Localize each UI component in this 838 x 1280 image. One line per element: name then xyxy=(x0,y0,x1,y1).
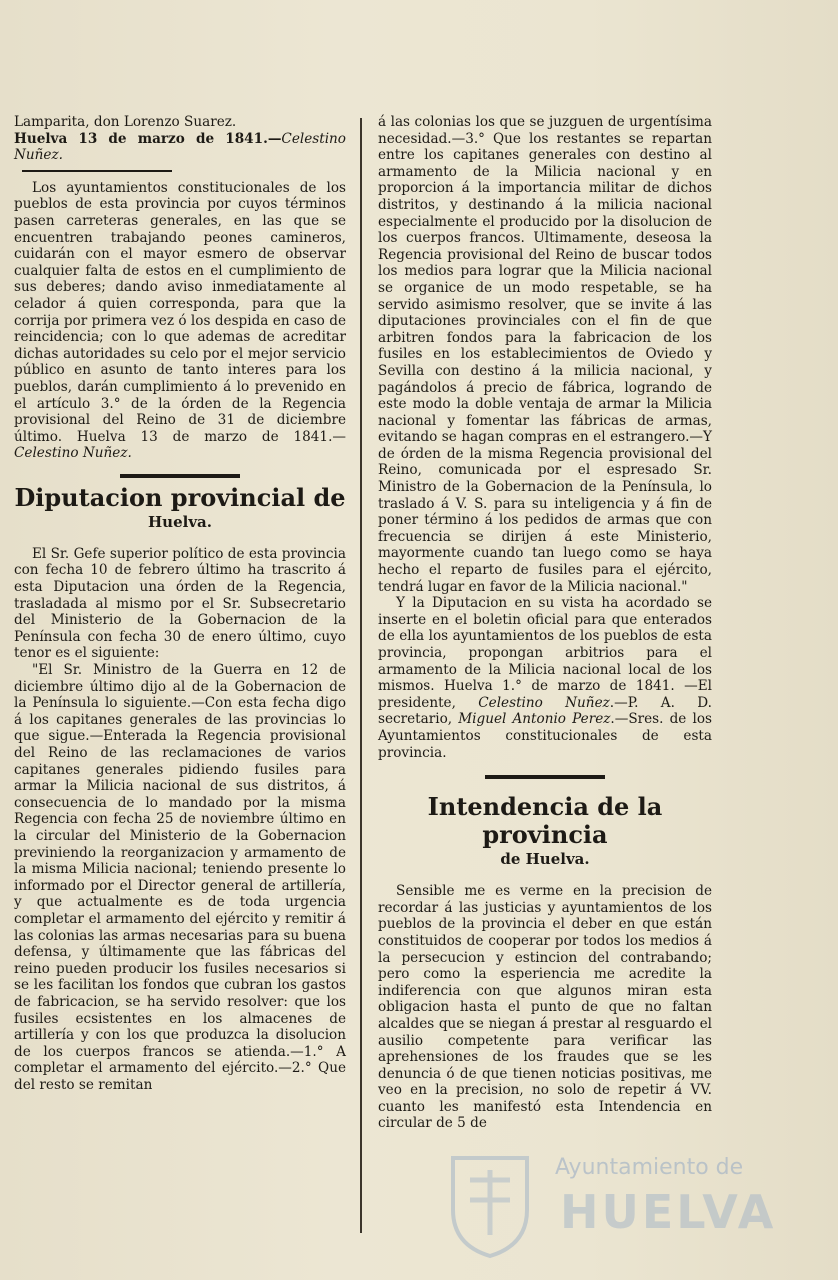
separator-rule xyxy=(22,170,172,172)
separator-rule xyxy=(485,775,605,779)
paragraph-contrabando: Sensible me es verme en la precision de recordar á las justicias y ayuntamientos de los pueblos de la provincia el deber en que están constituidos de cooperar por todos los medios á la persecucion y estincion del contrabando; pero como la esperiencia me acredite la indiferencia con que algunos miran esta obligacion hasta el punto de que no faltan alcaldes que se niegan á prestar al resguardo el ausilio competente para verificar las aprehensiones de los fraudes que se les denuncia ó de que tienen noticias positivas, me veo en la precision, no solo de repetir á VV. cuanto les manifestó esta Intendencia en circular de 5 de xyxy=(378,883,712,1132)
left-column xyxy=(14,114,346,1093)
section-title-intendencia: Intendencia de la provincia de Huelva. xyxy=(427,792,663,869)
paragraph-lamparita: Lamparita, don Lorenzo Suarez. Huelva 13 de marzo de 1841.—Celestino Nuñez. xyxy=(14,114,346,164)
watermark-line1: Ayuntamiento de xyxy=(555,1155,744,1180)
separator-rule xyxy=(120,474,240,478)
watermark-line2: HUELVA xyxy=(560,1185,777,1239)
paragraph-ayuntamientos: Los ayuntamientos constitucionales de los pueblos de esta provincia por cuyos términos pasen carreteras generales, en las que se encuentren trabajando peones camineros, cuidarán con el mayor esmero de observar cualquier falta de estos en el cumplimiento de sus deberes; dando aviso inmediatamente al celador á quien corresponda, para que la corrija por primera vez ó los despida en caso de reincidencia; con lo que ademas de acreditar dichas autoridades su celo por el mejor servicio público en asunto de tanto interes para los pueblos, darán cumplimiento á lo prevenido en el artículo 3.° de la órden de la Regencia provisional del Reino de 31 de diciembre último. Huelva 13 de marzo de 1841.—Celestino Nuñez. xyxy=(14,179,346,462)
paragraph-diputacion-acuerdo: Y la Diputacion en su vista ha acordado se inserte en el boletin oficial para que enterados de ella los ayuntamientos de los pueblos de esta provincia, propongan arbitrios para el armamento de la Milicia nacional local de los mismos. Huelva 1.° de marzo de 1841. —El presidente, Celestino Nuñez.—P. A. D. secretario, Miguel Antonio Perez.—Sres. de los Ayuntamientos constitucionales de esta provincia. xyxy=(378,595,712,761)
paragraph-ministro-guerra: "El Sr. Ministro de la Guerra en 12 de diciembre último dijo al de la Gobernacion de la Península lo siguiente.—Con esta fecha digo á los capitanes generales de las provincias lo que sigue.—Enterada la Regencia provisional del Reino de las reclamaciones de varios capitanes generales pidiendo fusiles para armar la Milicia nacional de sus distritos, á consecuencia de lo mandado por la misma Regencia con fecha 25 de noviembre último en la circular del Ministerio de la Gobernacion previniendo la reorganizacion y armamento de la misma Milicia nacional; teniendo presente lo informado por el Director general de artillería, y que actualmente es de toda urgencia completar el armamento del ejército y remitir á las colonias las armas necesarias para su buena defensa, y últimamente que las fábricas del reino pueden producir los fusiles necesarios si se les facilitan los fondos que cubran los gastos de fabricacion, se ha servido resolver: que los fusiles ecsistentes en los almacenes de artillería y con los que produzca la disolucion de los cuerpos francos se atienda.—1.° A completar el armamento del ejército.—2.° Que del resto se remitan xyxy=(14,662,346,1093)
right-column xyxy=(378,114,712,1132)
column-divider xyxy=(360,118,362,1233)
coat-of-arms-watermark-icon xyxy=(445,1150,535,1260)
paragraph-colonias: á las colonias los que se juzguen de urgentísima necesidad.—3.° Que los restantes se repartan entre los capitanes generales con destino al armamento de la Milicia nacional y en proporcion á la importancia militar de dichos distritos, y destinando á la milicia nacional especialmente el producido por la disolucion de los cuerpos francos. Ultimamente, deseosa la Regencia provisional del Reino de buscar todos los medios para lograr que la Milicia nacional se organice de un modo respetable, se ha servido asimismo resolver, que se invite á las diputaciones provinciales con el fin de que arbitren fondos para la fabricacion de los fusiles en los establecimientos de Oviedo y Sevilla con destino á la milicia nacional, y pagándolos á precio de fábrica, logrando de este modo la doble ventaja de armar la Milicia nacional y fomentar las fábricas de armas, evitando se hagan compras en el estrangero.—Y de órden de la misma Regencia provisional del Reino, comunicada por el espresado Sr. Ministro de la Gobernacion de la Península, lo traslado á V. S. para su inteligencia y á fin de poner término á los pedidos de armas que con frecuencia se dirijen á este Ministerio, mayormente cuando tan luego como se haya hecho el reparto de fusiles para el ejército, tendrá lugar en favor de la Milicia nacional." xyxy=(378,114,712,595)
paragraph-gefe-politico: El Sr. Gefe superior político de esta provincia con fecha 10 de febrero último ha trascrito á esta Diputacion una órden de la Regencia, trasladada al mismo por el Sr. Subsecretario del Ministerio de la Gobernacion de la Península con fecha 30 de enero último, cuyo tenor es el siguiente: xyxy=(14,545,346,662)
section-title-diputacion: Diputacion provincial de Huelva. xyxy=(14,482,346,531)
